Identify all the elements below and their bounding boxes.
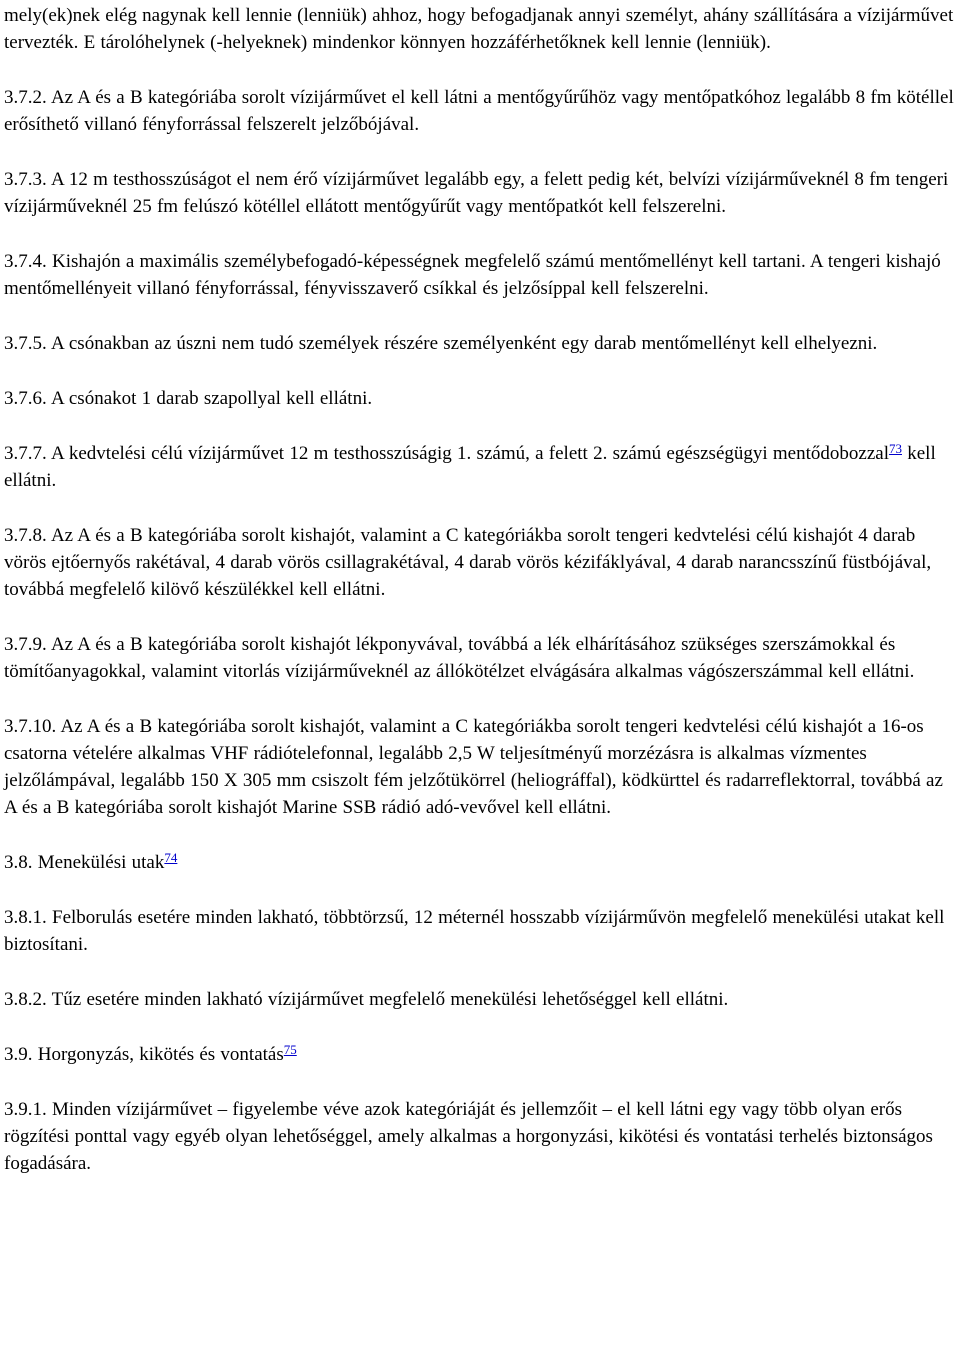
paragraph-3-7-3: 3.7.3. A 12 m testhosszúságot el nem érő vízijárművet legalább egy, a felett pedig két, belvízi vízijárműveknél 8 fm tengeri vízijárműveknél 25 fm felúszó kötéllel ellátott mentőgyűrűt vagy mentőpatkót kell felszerelni.: [4, 169, 949, 217]
paragraph-3-8-2: 3.8.2. Tűz esetére minden lakható vízijárművet megfelelő menekülési lehetőséggel kell ellátni.: [4, 989, 729, 1010]
paragraph-3-7-9: 3.7.9. Az A és a B kategóriába sorolt kishajót lékponyvával, továbbá a lék elhárításához szükséges szerszámokkal és tömítőanyagokkal, valamint vitorlás vízijárműveknél az állókötélzet elvágására alkalmas vágószerszámmal kell ellátni.: [4, 634, 915, 682]
footnote-link-73[interactable]: 73: [888, 441, 902, 456]
paragraph-3-7-7-text-end: kell ellátni.: [4, 443, 936, 491]
footnote-link-74[interactable]: 74: [164, 850, 178, 865]
paragraph-3-7-5: 3.7.5. A csónakban az úszni nem tudó személyek részére személyenként egy darab mentőmellényt kell elhelyezni.: [4, 333, 878, 354]
paragraph-3-9-1: 3.9.1. Minden vízijárművet – figyelembe véve azok kategóriáját és jellemzőit – el kell látni egy vagy több olyan erős rögzítési ponttal vagy egyéb olyan lehetőséggel, amely alkalmas a horgonyzási, kikötési és vontatási terhelés biztonságos fogadására.: [4, 1099, 933, 1174]
paragraph-3-7-7: [4, 440, 956, 494]
paragraph-3-7-2: 3.7.2. Az A és a B kategóriába sorolt vízijárművet el kell látni a mentőgyűrűhöz vagy mentőpatkóhoz legalább 8 fm kötéllel erősíthető villanó fényforrással felszerelt jelzőbójával.: [4, 87, 954, 135]
paragraph-3-7-8: 3.7.8. Az A és a B kategóriába sorolt kishajót, valamint a C kategóriákba sorolt tengeri kedvtelési célú kishajót 4 darab vörös ejtőernyős rakétával, 4 darab vörös csillagrakétával, 4 darab vörös kézifáklyával, 4 darab narancsszínű füstbójával, továbbá megfelelő kilövő készülékkel kell ellátni.: [4, 525, 932, 600]
section-heading-3-8: [4, 849, 956, 876]
paragraph-3-8-1: 3.8.1. Felborulás esetére minden lakható, többtörzsű, 12 méternél hosszabb vízijárművön megfelelő menekülési utakat kell biztosítani.: [4, 907, 945, 955]
document-page: [4, 2, 956, 1177]
paragraph-3-7-7-text: 3.7.7. A kedvtelési célú vízijárművet 12 m testhosszúságig 1. számú, a felett 2. számú egészségügyi mentődobozzal: [4, 443, 889, 464]
paragraph-3-7-10: 3.7.10. Az A és a B kategóriába sorolt kishajót, valamint a C kategóriákba sorolt tengeri kedvtelési célú kishajót a 16-os csatorna vételére alkalmas VHF rádiótelefonnal, legalább 2,5 W teljesítményű morzézásra is alkalmas vízmentes jelzőlámpával, legalább 150 X 305 mm csiszolt fém jelzőtükörrel (heliográffal), ködkürttel és radarreflektorral, továbbá az A és a B kategóriába sorolt kishajót Marine SSB rádió adó-vevővel kell ellátni.: [4, 716, 943, 818]
footnote-link-75[interactable]: 75: [283, 1042, 297, 1057]
section-heading-3-9: [4, 1041, 956, 1068]
paragraph-3-7-6: 3.7.6. A csónakot 1 darab szapollyal kell ellátni.: [4, 388, 373, 409]
section-heading-3-9-text: 3.9. Horgonyzás, kikötés és vontatás: [4, 1044, 284, 1065]
section-heading-3-8-text: 3.8. Menekülési utak: [4, 852, 165, 873]
paragraph-3-7-1-continuation: mely(ek)nek elég nagynak kell lennie (lenniük) ahhoz, hogy befogadjanak annyi személyt, ahány szállítására a vízijárművet tervezték. E tárolóhelynek (-helyeknek) mindenkor könnyen hozzáférhetőknek kell lennie (lenniük).: [4, 5, 954, 53]
paragraph-3-7-4: 3.7.4. Kishajón a maximális személybefogadó-képességnek megfelelő számú mentőmellényt kell tartani. A tengeri kishajó mentőmellényeit villanó fényforrással, fényvisszaverő csíkkal és jelzősíppal kell felszerelni.: [4, 251, 941, 299]
